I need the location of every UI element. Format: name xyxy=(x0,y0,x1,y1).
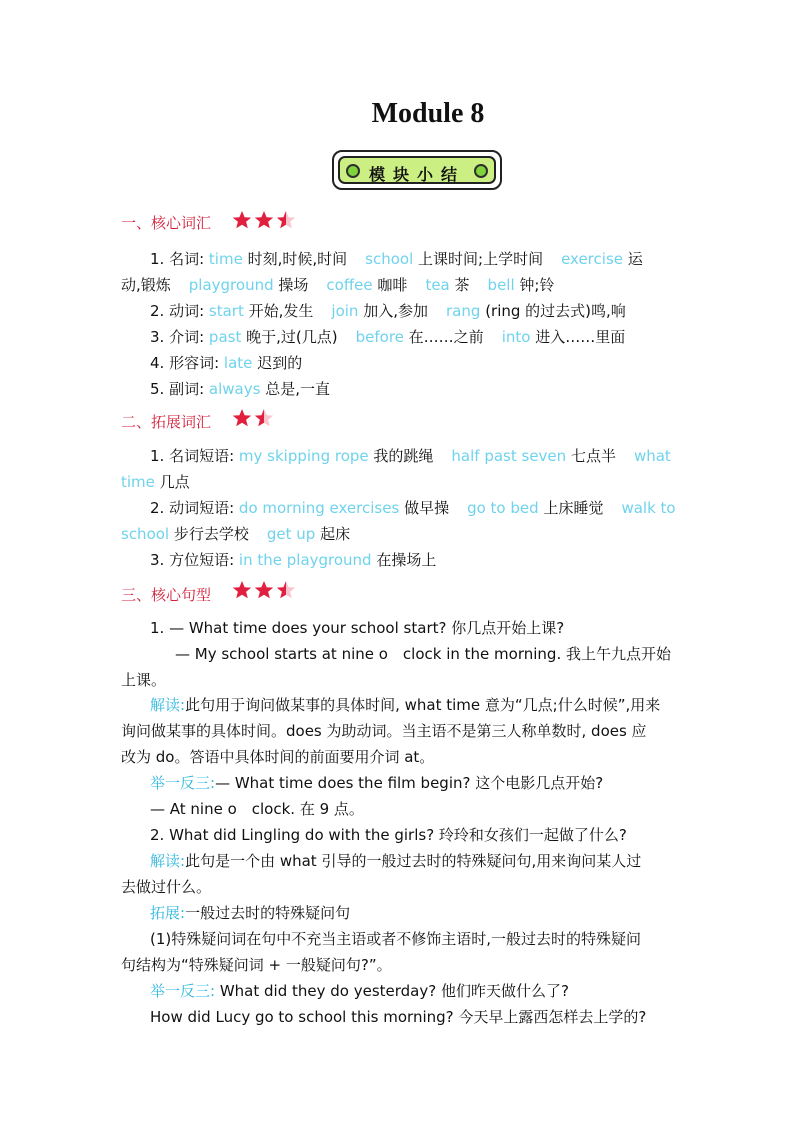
vocab-line: 2. 动词: start 开始,发生 join 加入,参加 rang (ring 的过去式)鸣,响 xyxy=(150,302,626,320)
example-line: How did Lucy go to school this morning? 今天早上露西怎样去上学的? xyxy=(150,1008,647,1026)
star-rating xyxy=(232,580,298,600)
vocab-line: 1. 名词: time 时刻,时候,时间 school 上课时间;上学时间 exercise 运 xyxy=(150,250,643,268)
star-icon xyxy=(254,210,274,230)
section-heading: 一、核心词汇 xyxy=(121,214,212,232)
explanation-line: 询问做某事的具体时间。does 为助动词。当主语不是第三人称单数时, does 应 xyxy=(121,722,647,740)
star-icon xyxy=(254,580,274,600)
vocab-line: time 几点 xyxy=(121,473,190,491)
module-summary-badge: 模块小结 xyxy=(332,150,502,190)
sentence-line: 上课。 xyxy=(121,671,167,689)
vocab-line: 1. 名词短语: my skipping rope 我的跳绳 half past seven 七点半 what xyxy=(150,447,671,465)
vocab-line: 4. 形容词: late 迟到的 xyxy=(150,354,303,372)
example-line: 举一反三: What did they do yesterday? 他们昨天做什么了? xyxy=(150,982,569,1000)
example-line: 举一反三:— What time does the film begin? 这个电影几点开始? xyxy=(150,774,604,792)
vocab-line: 5. 副词: always 总是,一直 xyxy=(150,380,330,398)
star-rating xyxy=(232,408,276,428)
explanation-line: 去做过什么。 xyxy=(121,878,212,896)
star-icon xyxy=(232,580,252,600)
sentence-line: 1. — What time does your school start? 你几点开始上课? xyxy=(150,619,565,637)
extension-line: 句结构为“特殊疑问词 + 一般疑问句?”。 xyxy=(121,956,392,974)
explanation-line: 改为 do。答语中具体时间的前面要用介词 at。 xyxy=(121,748,435,766)
vocab-line: 动,锻炼 playground 操场 coffee 咖啡 tea 茶 bell 钟;铃 xyxy=(121,276,555,294)
sentence-line: — My school starts at nine o clock in the morning. 我上午九点开始 xyxy=(175,645,671,663)
vocab-line: 3. 方位短语: in the playground 在操场上 xyxy=(150,551,437,569)
star-icon xyxy=(232,210,252,230)
sentence-line: 2. What did Lingling do with the girls? 玲玲和女孩们一起做了什么? xyxy=(150,826,627,844)
star-icon xyxy=(232,408,252,428)
star-icon xyxy=(254,408,274,428)
extension-line: 拓展:一般过去时的特殊疑问句 xyxy=(150,904,351,922)
extension-line: (1)特殊疑问词在句中不充当主语或者不修饰主语时,一般过去时的特殊疑问 xyxy=(150,930,642,948)
star-rating xyxy=(232,210,298,230)
vocab-line: school 步行去学校 get up 起床 xyxy=(121,525,351,543)
section-heading: 三、核心句型 xyxy=(121,586,212,604)
star-icon xyxy=(276,580,296,600)
page-title: Module 8 xyxy=(371,98,485,129)
section-heading: 二、拓展词汇 xyxy=(121,413,212,431)
vocab-line: 2. 动词短语: do morning exercises 做早操 go to bed 上床睡觉 walk to xyxy=(150,499,676,517)
explanation-line: 解读:此句是一个由 what 引导的一般过去时的特殊疑问句,用来询问某人过 xyxy=(150,852,642,870)
vocab-line: 3. 介词: past 晚于,过(几点) before 在……之前 into 进入……里面 xyxy=(150,328,626,346)
star-icon xyxy=(276,210,296,230)
explanation-line: 解读:此句用于询问做某事的具体时间, what time 意为“几点;什么时候”,用来 xyxy=(150,696,661,714)
example-line: — At nine o clock. 在 9 点。 xyxy=(150,800,364,818)
